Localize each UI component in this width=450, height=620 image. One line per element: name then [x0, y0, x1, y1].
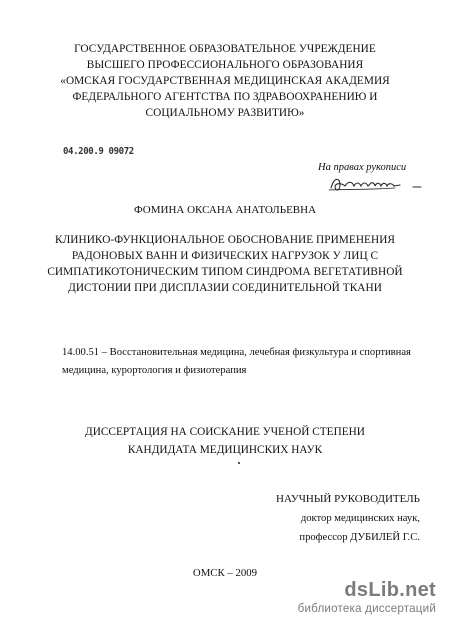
supervisor-degree: доктор медицинских наук, — [300, 513, 420, 524]
dissertation-title — [0, 232, 450, 296]
supervisor-heading: НАУЧНЫЙ РУКОВОДИТЕЛЬ — [276, 493, 420, 505]
title-line: СИМПАТИКОТОНИЧЕСКИМ ТИПОМ СИНДРОМА ВЕГЕТАТИВНОЙ — [47, 266, 403, 278]
organization-line: ГОСУДАРСТВЕННОЕ ОБРАЗОВАТЕЛЬНОЕ УЧРЕЖДЕНИЕ — [74, 43, 376, 55]
degree-line: КАНДИДАТА МЕДИЦИНСКИХ НАУК — [127, 444, 323, 456]
organization-header — [0, 41, 450, 121]
handwritten-signature — [325, 172, 430, 198]
specialty-line: медицина, курортология и физиотерапия — [62, 365, 247, 376]
supervisor-block — [276, 490, 420, 547]
watermark-brand: dsLib.net — [344, 579, 436, 601]
degree-line: ДИССЕРТАЦИЯ НА СОИСКАНИЕ УЧЕНОЙ СТЕПЕНИ — [85, 426, 365, 438]
registration-number-stamp: 04.200.9 09072 — [63, 146, 134, 157]
watermark[interactable] — [298, 580, 436, 616]
watermark-caption: библиотека диссертаций — [297, 602, 436, 615]
supervisor-name: профессор ДУБИЛЕЙ Г.С. — [299, 532, 420, 543]
specialty-line: 14.00.51 – Восстановительная медицина, лечебная физкультура и спортивная — [62, 347, 411, 358]
title-line: РАДОНОВЫХ ВАНН И ФИЗИЧЕСКИХ НАГРУЗОК У ЛИЦ С — [71, 250, 379, 262]
organization-line: ФЕДЕРАЛЬНОГО АГЕНТСТВА ПО ЗДРАВООХРАНЕНИЮ И — [72, 91, 378, 103]
degree-statement — [0, 423, 450, 459]
organization-line: «ОМСКАЯ ГОСУДАРСТВЕННАЯ МЕДИЦИНСКАЯ АКАДЕМИЯ — [60, 75, 390, 87]
rights-note: На правах рукописи — [318, 162, 407, 173]
title-line: КЛИНИКО-ФУНКЦИОНАЛЬНОЕ ОБОСНОВАНИЕ ПРИМЕНЕНИЯ — [54, 234, 396, 246]
city-year: ОМСК – 2009 — [192, 567, 258, 579]
organization-line: ВЫСШЕГО ПРОФЕССИОНАЛЬНОГО ОБРАЗОВАНИЯ — [86, 59, 364, 71]
title-line: ДИСТОНИИ ПРИ ДИСПЛАЗИИ СОЕДИНИТЕЛЬНОЙ ТКАНИ — [68, 282, 382, 294]
author-name: ФОМИНА ОКСАНА АНАТОЛЬЕВНА — [133, 204, 317, 216]
specialty-code — [62, 344, 422, 380]
organization-line: СОЦИАЛЬНОМУ РАЗВИТИЮ» — [145, 107, 305, 119]
scan-speck — [238, 462, 240, 464]
